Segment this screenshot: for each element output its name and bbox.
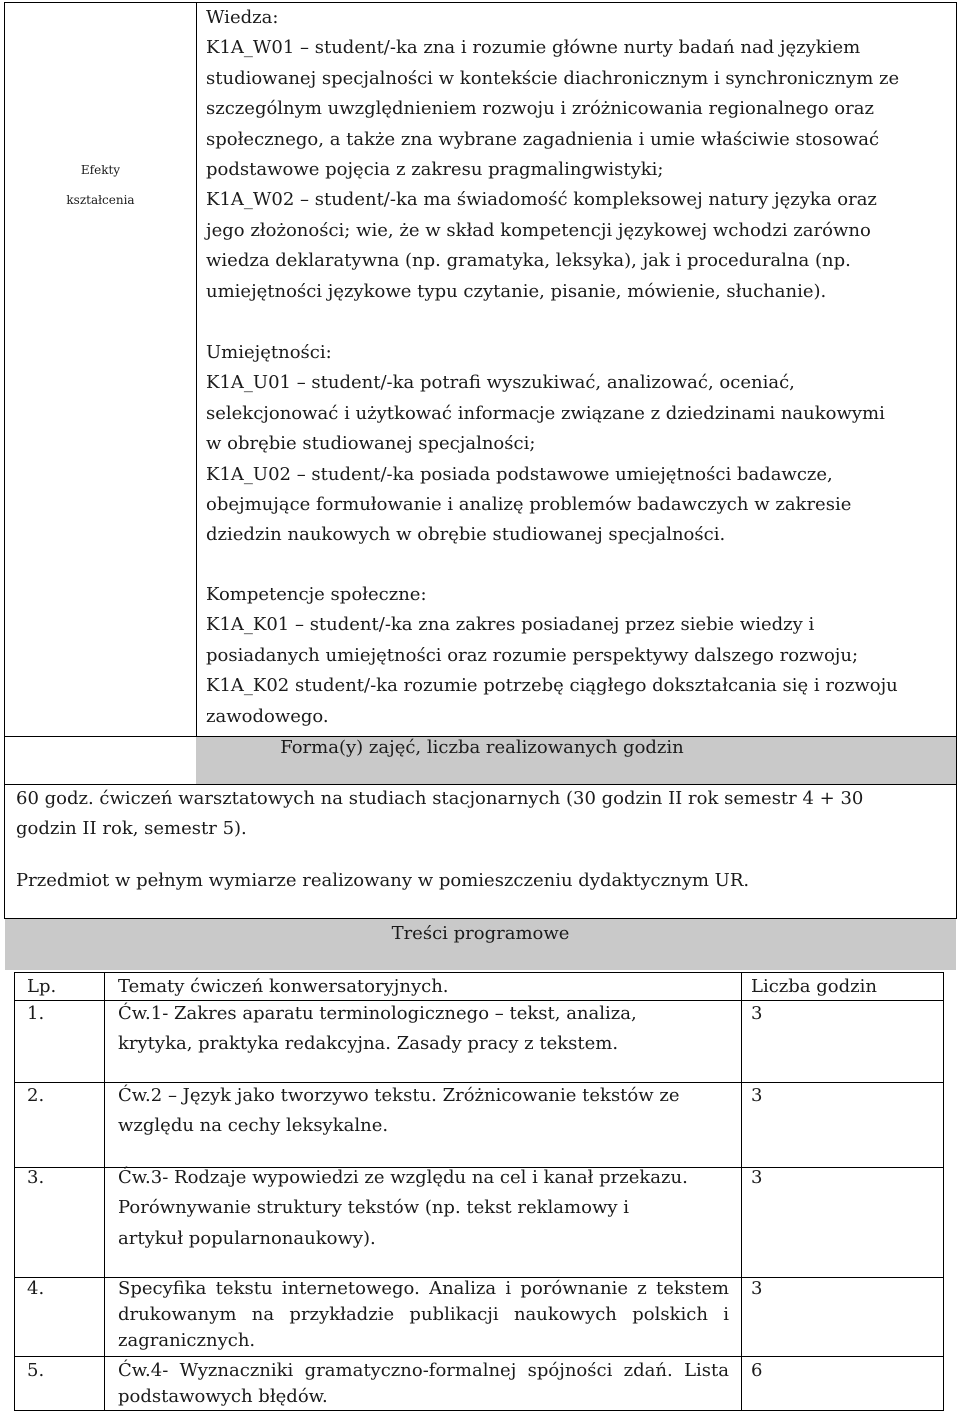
table-hours-divider <box>741 972 742 1411</box>
umiejetnosci-line: K1A_U01 – student/-ka potrafi wyszukiwać, analizować, oceniać, <box>206 372 795 394</box>
row-topic-line: Ćw.3- Rodzaje wypowiedzi ze względu na cel i kanał przekazu. <box>118 1167 688 1188</box>
efekty-label-line1: Efekty <box>80 163 121 177</box>
wiedza-line: podstawowe pojęcia z zakresu pragmalingwistyki; <box>206 159 664 181</box>
row-hours: 3 <box>751 1278 763 1299</box>
efekty-label <box>5 155 196 216</box>
row-topic <box>118 1081 680 1142</box>
row-topic-line: artykuł popularnonaukowy). <box>118 1227 376 1249</box>
label-column-divider <box>196 2 197 736</box>
kompetencje-line: K1A_K01 – student/-ka zna zakres posiadanej przez siebie wiedzy i <box>206 614 815 636</box>
row-lp: 1. <box>27 1003 45 1024</box>
row-hours: 3 <box>751 1167 763 1188</box>
umiejetnosci-line: dziedzin naukowych w obrębie studiowanej specjalności. <box>206 524 726 546</box>
kompetencje-heading: Kompetencje społeczne: <box>206 584 427 605</box>
forma-header: Forma(y) zajęć, liczba realizowanych godzin <box>280 737 684 758</box>
wiedza-section <box>206 3 899 307</box>
frame-left <box>4 2 5 918</box>
umiejetnosci-line: w obrębie studiowanej specjalności; <box>206 433 536 455</box>
row-topic-line: względu na cechy leksykalne. <box>118 1115 389 1137</box>
wiedza-line: jego złożoności; wie, że w skład kompetencji językowej wchodzi zarówno <box>206 219 871 241</box>
forma-line: godzin II rok, semestr 5). <box>16 818 247 840</box>
col-header-topic: Tematy ćwiczeń konwersatoryjnych. <box>118 976 449 997</box>
efekty-label-line2: kształcenia <box>66 193 135 208</box>
umiejetnosci-line: K1A_U02 – student/-ka posiada podstawowe umiejętności badawcze, <box>206 463 833 485</box>
wiedza-line: społecznego, a także zna wybrane zagadnienia i umie właściwie stosować <box>206 128 880 150</box>
wiedza-line: K1A_W01 – student/-ka zna i rozumie główne nurty badań nad językiem <box>206 37 861 59</box>
row-hours: 3 <box>751 1085 763 1106</box>
row-topic-line: krytyka, praktyka redakcyjna. Zasady pracy z tekstem. <box>118 1033 619 1055</box>
table-bottom-line <box>14 1410 944 1411</box>
table-row4-bottom-line <box>14 1356 944 1357</box>
row-lp: 3. <box>27 1167 45 1188</box>
row-hours: 6 <box>751 1360 763 1381</box>
kompetencje-line: posiadanych umiejętności oraz rozumie perspektywy dalszego rozwoju; <box>206 644 859 666</box>
row-lp: 4. <box>27 1278 45 1299</box>
row-hours: 3 <box>751 1003 763 1024</box>
umiejetnosci-heading: Umiejętności: <box>206 342 332 363</box>
kompetencje-line: zawodowego. <box>206 705 329 727</box>
table-right-line <box>943 972 944 1411</box>
row-topic-line: Porównywanie struktury tekstów (np. tekst reklamowy i <box>118 1197 629 1219</box>
wiedza-line: wiedza deklaratywna (np. gramatyka, leksyka), jak i proceduralna (np. <box>206 250 851 272</box>
col-header-lp: Lp. <box>27 976 57 997</box>
row-topic <box>118 1358 729 1410</box>
table-lp-divider <box>104 972 105 1411</box>
row-topic <box>118 1276 729 1354</box>
forma-note: Przedmiot w pełnym wymiarze realizowany w pomieszczeniu dydaktycznym UR. <box>16 870 750 891</box>
table-left-line <box>14 972 15 1411</box>
wiedza-line: szczególnym uwzględnieniem rozwoju i zróżnicowania regionalnego oraz <box>206 98 874 120</box>
row-topic-text: Specyfika tekstu internetowego. Analiza i porównanie z tekstem drukowanym na przykładzie publikacji naukowych polskich i zagranicznych. <box>118 1278 729 1351</box>
forma-line: 60 godz. ćwiczeń warsztatowych na studiach stacjonarnych (30 godzin II rok semestr 4 + 30 <box>16 788 864 809</box>
umiejetnosci-line: obejmujące formułowanie i analizę problemów badawczych w zakresie <box>206 494 852 516</box>
wiedza-line: studiowanej specjalności w kontekście diachronicznym i synchronicznym ze <box>206 67 900 89</box>
kompetencje-section <box>206 580 898 732</box>
frame-right <box>956 2 957 918</box>
row-topic-text: Ćw.4- Wyznaczniki gramatyczno-formalnej spójności zdań. Lista podstawowych błędów. <box>118 1360 729 1407</box>
wiedza-heading: Wiedza: <box>206 7 279 28</box>
row-topic <box>118 999 637 1060</box>
wiedza-line: K1A_W02 – student/-ka ma świadomość kompleksowej natury języka oraz <box>206 189 877 211</box>
forma-body <box>16 784 863 845</box>
row-lp: 2. <box>27 1085 45 1106</box>
row-topic-line: Ćw.2 – Język jako tworzywo tekstu. Zróżnicowanie tekstów ze <box>118 1085 680 1106</box>
col-header-hours: Liczba godzin <box>751 976 877 997</box>
row-lp: 5. <box>27 1360 45 1381</box>
row-topic <box>118 1163 688 1254</box>
umiejetnosci-section <box>206 338 885 551</box>
kompetencje-line: K1A_K02 student/-ka rozumie potrzebę ciągłego dokształcania się i rozwoju <box>206 675 898 697</box>
wiedza-line: umiejętności językowe typu czytanie, pisanie, mówienie, słuchanie). <box>206 280 827 302</box>
umiejetnosci-line: selekcjonować i użytkować informacje związane z dziedzinami naukowymi <box>206 402 885 424</box>
row-topic-line: Ćw.1- Zakres aparatu terminologicznego – tekst, analiza, <box>118 1003 637 1024</box>
tresci-header: Treści programowe <box>391 923 570 944</box>
